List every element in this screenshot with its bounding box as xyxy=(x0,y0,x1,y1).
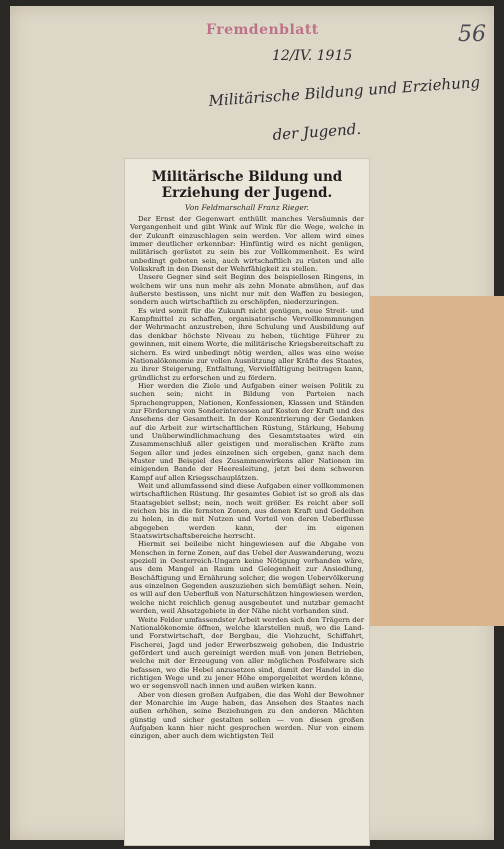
newspaper-stamp: Fremdenblatt xyxy=(206,22,319,38)
article-paragraph: Weite Felder umfassendster Arbeit werden sich den Trägern der Nationalökonomie öffnen, welche klarstellen muß, wo die Land- und Forstwirtschaft, der Bergbau, die Viehzucht, Schiffahrt, Fischerei, Jagd und jeder Erwerbszweig gehoben, die Industrie gefördert und auch gereinigt werden muß von jenen Betrieben, welche mit der Erzeugung von aller möglichen Posfelware sich befassen, wo die Hebel anzusetzen sind, damit der Handel in die richtigen Wege und zu jener Höhe emporgeleitet werden könne, wo er segensvoll nach innen und außen wirken kann. xyxy=(130,615,364,691)
article-paragraph: Es wird somit für die Zukunft nicht genügen, neue Streit- und Kampfmittel zu schaffen, organisatorische Vervollkommnungen der Wehrmacht anzustreben, ihre Schulung und Ausbildung auf das denkbar höchste Niveau zu heben, tüchtige Führer zu gewinnen, mit einem Worte, die militärische Kriegsbereitschaft zu sichern. Es wird unbedingt nötig werden, alles was eine weise Nationalökonomie zur vollen Ausnützung aller Kräfte des Staates, zu ihrer Steigerung, Entfaltung, Vervielfältigung beitragen kann, gründlichst zu erforschen und zu fördern. xyxy=(130,306,364,382)
article-title: Militärische Bildung und Erziehung der Jugend. xyxy=(151,169,343,201)
article-paragraph: Unsere Gegner sind seit Beginn des beispiellosen Ringens, in welchem wir uns nun mehr als zehn Monate abmühen, auf das äußerste bestissen, uns nicht nur mit den Waffen zu besiegen, sondern auch wirtschaftlich zu erschöpfen, niederzuringen. xyxy=(130,273,364,307)
article-paragraph: Aber von diesen großen Aufgaben, die das Wohl der Bewohner der Monarchie im Auge haben, das Ansehen des Staates nach außen erhöhen, seine Beziehungen zu den anderen Mächten günstig und sicher gestalten sollen — von diesen großen Aufgaben kann hier nicht gesprochen werden. Nur von einem einzigen, aber auch dem wichtigsten Teil xyxy=(130,690,364,741)
article-paragraph: Hier werden die Ziele und Aufgaben einer weisen Politik zu suchen sein; nicht in Bildung von Parteien nach Sprachengruppen, Nationen, Konfessionen, Klassen und Ständen zur Förderung von Sonderinteressen auf Kosten der Kraft und des Ansehens der Gesamtheit. In der Konzentrierung der Gedanken auf die Arbeit zur wirtschaftlichen Rüstung, Stärkung, Hebung und Unüberwindlichmachung des Gesamtstaates wird ein Zusammenschluß aller geistigen und moralischen Kräfte zum Segen aller und jedes einzelnen sich ergeben, ganz nach dem Muster und Beispiel des Zusammenwirkens aller Nationen im einigenden Bande der Heeresleitung, jetzt bei dem schweren Kampf auf allen Kriegsschauplätzen. xyxy=(130,381,364,482)
archive-sheet xyxy=(10,6,494,840)
handwritten-date: 12/IV. 1915 xyxy=(272,48,353,64)
article-byline: Von Feldmarschall Franz Rieger. xyxy=(185,203,309,212)
folio-number: 56 xyxy=(458,22,486,47)
handwritten-title-line2: der Jugend. xyxy=(272,119,362,144)
article-paragraph: Der Ernst der Gegenwart enthüllt manches Versäumnis der Vergangenheit und gibt Wink auf Wink für die Wege, welche in der Zukunft einzuschlagen sein werden. Vor allem wird eines immer deutlicher erkennbar: Hinfüntig wird es nicht genügen, militärisch gerüstet zu sein bis zur Vollkommenheit. Es wird unbedingt geboten sein, auch wirtschaftlich zu rüsten und alle Volkskraft in den Dienst der Wehrfähigkeit zu stellen. xyxy=(130,215,364,274)
newspaper-clipping xyxy=(124,158,370,846)
handwritten-title-line1: Militärische Bildung und Erziehung xyxy=(208,73,481,110)
article-paragraph: Weit und allumfassend sind diese Aufgaben einer vollkommenen wirtschaftlichen Rüstung. Ihr gesamtes Gebiet ist so groß als das Staatsgebiet selbst; nein, noch weit größer. Es reicht aber soll reichen bis in die fernsten Zonen, aus denen Kraft und Gedeihen zu holen, in die mit Nutzen und Vorteil von deren Ueberflusse abgegeben werden kann, der im eigenen Staatswirtschaftsbereiche herrscht. xyxy=(130,482,364,541)
article-paragraph: Hiermit sei beileibe nicht hingewiesen auf die Abgabe von Menschen in ferne Zonen, auf das Uebel der Auswanderung, wozu speziell in Oesterreich-Ungarn keine Nötigung vorhanden wäre, aus dem Mangel an Raum und Gelegenheit zur Ansiedlung, Beschäftigung und Ernährung solcher, die wegen Uebervölkerung aus einzelnen Gegenden auszuziehen sich bemüßigt sehen. Nein, es will auf den Ueberfluß von Naturschätzen hingewiesen werden, welche nicht reichlich genug ausgebeutet und nutzbar gemacht werden, weil Absatzgebiete in der Nähe nicht vorhanden sind. xyxy=(130,540,364,616)
